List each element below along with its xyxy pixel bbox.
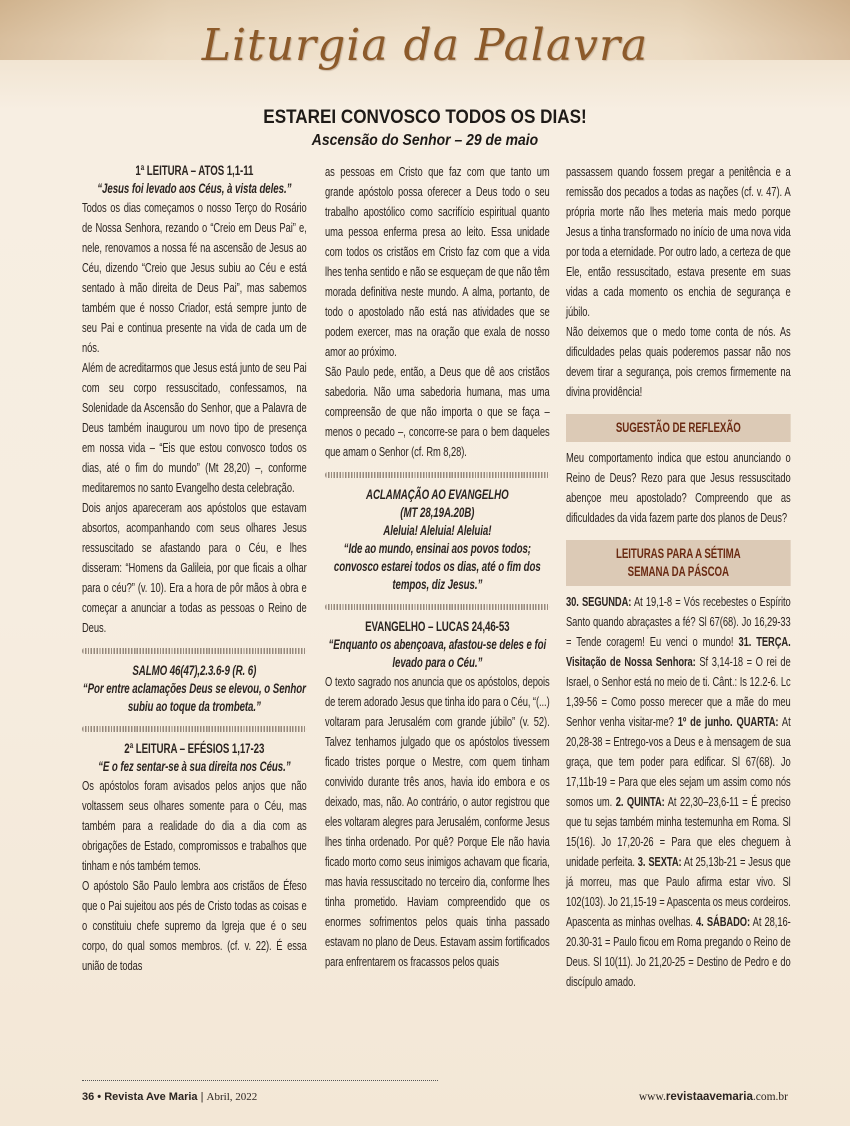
reading-day: 1º de junho. QUARTA: <box>677 714 779 729</box>
acclamation-quote: “Ide ao mundo, ensinai aos povos todos; convosco estarei todos os dias, até o fim dos tempos, diz Jesus.” <box>333 541 541 592</box>
acclamation-title: ACLAMAÇÃO AO EVANGELHO <box>366 487 509 502</box>
reading-text: At 19,1-8 = Vós recebestes o Espírito Santo quando abraçastes a fé? Sl 67(68). Jo 16,29-33 = Tende coragem! Eu venci o mundo! <box>566 594 791 649</box>
reading1-title: 1ª LEITURA – ATOS 1,1-11 <box>135 163 254 178</box>
page-number: 36 • Revista Ave Maria <box>82 1091 198 1103</box>
readings-heading <box>566 540 791 586</box>
paragraph: passassem quando fossem pregar a penitência e a remissão dos pecados a todas as nações (cf. v. 47). A própria morte não lhes meteria mais medo porque Jesus a tinha transformado no início de uma nova vida por toda a eternidade. Por outro lado, a certeza de que Ele, então ressuscitado, estava presente em suas vidas a cada momento os enchia de segurança e júbilo. <box>566 164 791 319</box>
reflection-text: Meu comportamento indica que estou anunciando o Reino de Deus? Rezo para que Jesus ressuscitado abençoe meu apostolado? Compreendo que as dificuldades da vida fazem parte dos planos de Deus? <box>566 450 791 525</box>
gospel-quote: “Enquanto os abençoava, afastou-se deles e foi levado para o Céu.” <box>328 637 547 670</box>
footer-separator: | <box>200 1091 204 1103</box>
section-logo: Liturgia da Palavra <box>201 20 649 71</box>
weekly-readings <box>566 592 791 992</box>
paragraph: as pessoas em Cristo que faz com que tanto um grande apóstolo possa oferecer a Deus todo o seu trabalho apostólico como sacrifício espiritual quanto uma pessoa enferma presa ao leito. Essa unidade com todos os cristãos em Cristo faz com que a vida lhes tenha sentido e não se esqueçam de que não têm morada definitiva neste mundo. A alma, portanto, de todo o apostolado não está nas atividades que se podem exercer, mas na oração que exala de nosso amor ao próximo. <box>325 164 550 359</box>
url-brand: revistaavemaria <box>665 1091 753 1103</box>
acclamation-alleluia: Aleluia! Aleluia! Aleluia! <box>383 523 492 538</box>
paragraph: O texto sagrado nos anuncia que os apóstolos, depois de terem adorado Jesus que tinha ido para o Céu, “(...) voltaram para Jerusalém com grande júbilo” (v. 52). Talvez tenhamos julgado que os apóstolos tivessem ficado tristes porque o Mestre, com quem tinham convivido durante três anos, havia ido embora e os deixado, mas, não. Ao contrário, o autor registrou que eles voltaram alegres para Jerusalém, conforme Jesus lhes tinha ordenado. Por quê? Porque Ele não havia ficado morto como seus inimigos achavam que ficaria, mas havia ressuscitado no terceiro dia, conforme lhes tinha prometido. Haviam compreendido que os enormes sofrimentos pelos quais tinha passado estavam no plano de Deus. Estavam assim fortificados para enfrentarem os fracassos pelos quais <box>325 674 550 969</box>
column-1 <box>82 162 307 976</box>
divider <box>325 472 550 478</box>
footer-rule <box>82 1080 438 1081</box>
psalm-title: SALMO 46(47),2.3.6-9 (R. 6) <box>132 663 257 678</box>
reading-text: Sf 3,14-18 = O rei de Israel, o Senhor está no meio de ti. Cânt.: Is 12.2-6. Lc 1,39-56 = Como posso merecer que a mãe do meu Senhor venha visitar-me? <box>566 654 791 729</box>
reading-text: At 22,30–23,6-11 = É preciso que tu sejas também minha testemunha em Roma. Sl 15(16). Jo 17,20-26 = Para que eles cheguem à unidade perfeita. <box>566 794 791 869</box>
reading-day: 4. SÁBADO: <box>696 914 751 929</box>
reading-day: 2. QUINTA: <box>615 794 665 809</box>
readings-title-line: LEITURAS PARA A SÉTIMA <box>616 546 741 561</box>
paragraph: Além de acreditarmos que Jesus está junto de seu Pai com seu corpo ressuscitado, confessamos, na Solenidade da Ascensão do Senhor, que a Palavra de Deus também inaugurou um novo tipo de presença em nossa vida – “Eis que estou convosco todos os dias, até o fim do mundo” (Mt 28,20) –, conforme meditaremos no santo Evangelho desta celebração. <box>82 360 307 495</box>
reading2-title: 2ª LEITURA – EFÉSIOS 1,17-23 <box>124 741 265 756</box>
psalm-quote: “Por entre aclamações Deus se elevou, o Senhor subiu ao toque da trombeta.” <box>82 681 306 714</box>
paragraph: Dois anjos apareceram aos apóstolos que estavam absortos, acompanhando com seus olhares Jesus ressuscitado se afastando para o Céu, e lhes disseram: “Homens da Galileia, por que ficais a olhar para o céu?” (v. 10). Era a hora de pôr mãos à obra e começar a anunciar a todas as pessoas o Reino de Deus. <box>82 500 307 635</box>
column-2 <box>325 162 550 972</box>
reflection-title: SUGESTÃO DE REFLEXÃO <box>615 420 741 435</box>
reading-day: 3. SEXTA: <box>637 854 682 869</box>
reading-day: 30. SEGUNDA: <box>566 594 632 609</box>
reading1-quote: “Jesus foi levado aos Céus, à vista deles.” <box>97 181 292 196</box>
url-prefix: www. <box>638 1091 666 1103</box>
reading-text: At 25,13b-21 = Jesus que já morreu, mas que Paulo afirma estar vivo. Sl 102(103). Jo 21,15-19 = Apascenta os meus cordeiros. Apascenta as minhas ovelhas. <box>566 854 791 929</box>
paragraph: Os apóstolos foram avisados pelos anjos que não voltassem seus olhares somente para o Céu, mas também para a realidade do dia a dia com as obrigações de Estado, compromissos e trabalhos que tinham e nós também temos. <box>82 778 307 873</box>
page-title: ESTAREI CONVOSCO TODOS OS DIAS! <box>263 107 587 128</box>
paragraph: São Paulo pede, então, a Deus que dê aos cristãos sabedoria. Não uma sabedoria humana, mas uma compreensão de que não importa o que se faça – menos o pecado –, concorre-se para o bem daqueles que amam o Senhor (cf. Rm 8,28). <box>325 364 550 459</box>
paragraph: O apóstolo São Paulo lembra aos cristãos de Éfeso que o Pai sujeitou aos pés de Cristo todas as coisas e o constituiu chefe supremo da Igreja que é o seu corpo, do qual somos membros. (cf. v. 22). É essa união de todas <box>82 878 307 973</box>
footer-left <box>82 1090 257 1104</box>
gospel-title: EVANGELHO – LUCAS 24,46-53 <box>365 619 510 634</box>
reflection-heading <box>566 414 791 442</box>
reading-text: At 20,28-38 = Entrego-vos a Deus e à mensagem de sua graça, que tem poder para edificar. Sl 67(68). Jo 17,11b-19 = Para que eles sejam um assim como nós somos um. <box>566 714 791 809</box>
divider <box>82 648 307 654</box>
url-suffix: .com.br <box>752 1091 788 1103</box>
divider <box>82 726 307 732</box>
acclamation-reference: (MT 28,19A.20B) <box>400 505 475 520</box>
column-3 <box>566 162 791 992</box>
paragraph: Todos os dias começamos o nosso Terço do Rosário de Nossa Senhora, rezando o “Creio em Deus Pai” e, nele, renovamos a nossa fé na ascensão de Jesus ao Céu, dizendo “Creio que Jesus subiu ao Céu e está sentado à mão direita de Deus Pai”, mas sabemos também que é nosso Criador, está sempre junto de seu Pai e continua presente na vida de cada um de nós. <box>82 200 307 355</box>
reading-text: At 28,16-20.30-31 = Paulo ficou em Roma pregando o Reino de Deus. Sl 10(11). Jo 21,20-25 = Destino de Pedro e do discípulo amado. <box>566 914 791 989</box>
reading2-quote: “E o fez sentar-se à sua direita nos Céus.” <box>98 759 291 774</box>
paragraph: Não deixemos que o medo tome conta de nós. As dificuldades pelas quais poderemos passar não nos devem tirar a segurança, pois cremos firmemente na divina providência! <box>566 324 791 399</box>
reading-day: 31. TERÇA. Visitação de Nossa Senhora: <box>566 634 791 669</box>
readings-title-line: SEMANA DA PÁSCOA <box>627 564 729 579</box>
divider <box>325 604 550 610</box>
website-link[interactable] <box>639 1090 788 1104</box>
page-subtitle: Ascensão do Senhor – 29 de maio <box>311 132 539 149</box>
edition-date: Abril, 2022 <box>206 1091 258 1103</box>
